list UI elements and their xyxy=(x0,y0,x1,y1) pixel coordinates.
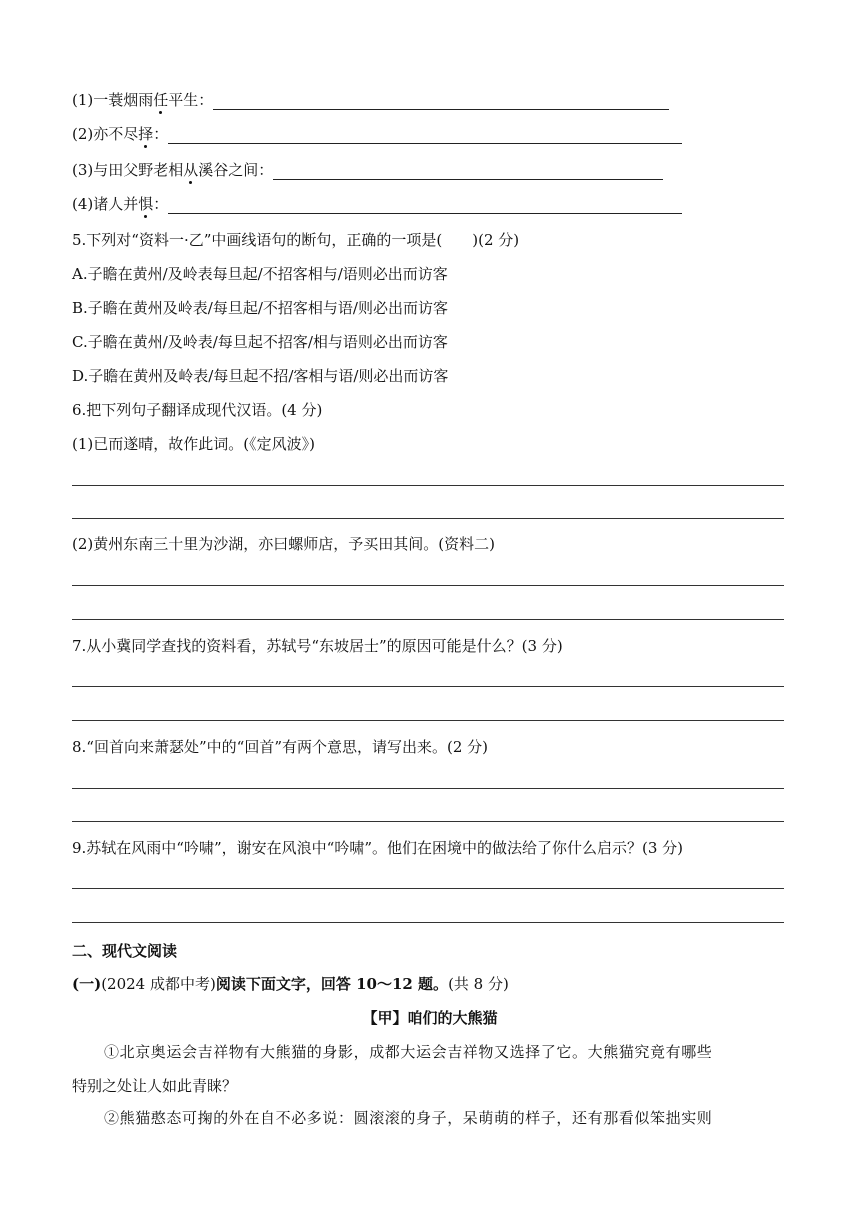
subsection-number: (一) xyxy=(72,975,102,993)
q5-option-d[interactable]: D.子瞻在黄州及岭表/每旦起不招/客相与语/则必出而访客 xyxy=(72,367,449,385)
q8-answer-line-2[interactable] xyxy=(72,821,784,822)
q4-item-2-pre: (2)亦不尽 xyxy=(72,125,139,143)
q9-stem: 9.苏轼在风雨中“吟啸”，谢安在风浪中“吟啸”。他们在困境中的做法给了你什么启示？(3 分) xyxy=(72,839,684,857)
q4-item-1-pre: (1)一蓑烟雨 xyxy=(72,91,154,109)
subsection-points: (共 8 分) xyxy=(448,975,509,993)
q7-answer-line-2[interactable] xyxy=(72,720,784,721)
q4-item-4-post: ： xyxy=(153,195,169,213)
q4-item-2-blank[interactable] xyxy=(168,127,682,144)
q4-item-2-emphasis: 择 xyxy=(138,125,154,143)
subsection-source: (2024 成都中考) xyxy=(101,975,216,993)
q4-item-4 xyxy=(72,194,682,214)
q4-item-1 xyxy=(72,90,669,110)
q8-answer-line-1[interactable] xyxy=(72,788,784,789)
q7-answer-line-1[interactable] xyxy=(72,686,784,687)
q4-item-1-post: 平生： xyxy=(168,91,214,109)
q4-item-4-blank[interactable] xyxy=(168,197,682,214)
subsection-heading xyxy=(72,974,509,994)
q4-item-3-post: 溪谷之间： xyxy=(198,161,274,179)
q6-sentence-2: (2)黄州东南三十里为沙湖，亦曰螺师店，予买田其间。(资料二) xyxy=(72,535,495,553)
q6-2-answer-line-2[interactable] xyxy=(72,619,784,620)
article-title: 【甲】咱们的大熊猫 xyxy=(362,1009,498,1027)
q4-item-2 xyxy=(72,124,682,144)
q5-option-c[interactable]: C.子瞻在黄州/及岭表/每旦起不招客/相与语则必出而访客 xyxy=(72,333,448,351)
article-paragraph-1-line-2: 特别之处让人如此青睐？ xyxy=(72,1077,238,1095)
q9-answer-line-1[interactable] xyxy=(72,888,784,889)
q6-sentence-1: (1)已而遂晴，故作此词。(《定风波》) xyxy=(72,435,315,453)
q4-item-3-blank[interactable] xyxy=(273,163,663,180)
q5-stem: 5.下列对“资料一·乙”中画线语句的断句，正确的一项是( )(2 分) xyxy=(72,231,520,249)
q4-item-3-emphasis: 从 xyxy=(183,161,199,179)
q5-option-a[interactable]: A.子瞻在黄州/及岭表每旦起/不招客相与/语则必出而访客 xyxy=(72,265,448,283)
q4-item-3-pre: (3)与田父野老相 xyxy=(72,161,184,179)
q6-2-answer-line-1[interactable] xyxy=(72,585,784,586)
q4-item-3 xyxy=(72,160,663,180)
q6-1-answer-line-2[interactable] xyxy=(72,518,784,519)
q4-item-1-emphasis: 任 xyxy=(153,91,169,109)
q4-item-2-post: ： xyxy=(153,125,169,143)
q4-item-4-emphasis: 惧 xyxy=(138,195,154,213)
q9-answer-line-2[interactable] xyxy=(72,922,784,923)
q4-item-4-pre: (4)诸人并 xyxy=(72,195,139,213)
q6-1-answer-line-1[interactable] xyxy=(72,485,784,486)
article-paragraph-2-line-1: ②熊猫憨态可掬的外在自不必多说：圆滚滚的身子，呆萌萌的样子，还有那看似笨拙实则 xyxy=(104,1109,713,1127)
article-paragraph-1-line-1: ①北京奥运会吉祥物有大熊猫的身影，成都大运会吉祥物又选择了它。大熊猫究竟有哪些 xyxy=(104,1043,713,1061)
q7-stem: 7.从小冀同学查找的资料看，苏轼号“东坡居士”的原因可能是什么？(3 分) xyxy=(72,637,563,655)
section-title: 二、现代文阅读 xyxy=(72,942,178,960)
q4-item-1-blank[interactable] xyxy=(213,93,669,110)
subsection-instruction: 阅读下面文字，回答 10～12 题。 xyxy=(215,975,449,993)
q8-stem: 8.“回首向来萧瑟处”中的“回首”有两个意思，请写出来。(2 分) xyxy=(72,738,489,756)
q5-option-b[interactable]: B.子瞻在黄州及岭表/每旦起/不招客相与语/则必出而访客 xyxy=(72,299,448,317)
q6-stem: 6.把下列句子翻译成现代汉语。(4 分) xyxy=(72,401,323,419)
